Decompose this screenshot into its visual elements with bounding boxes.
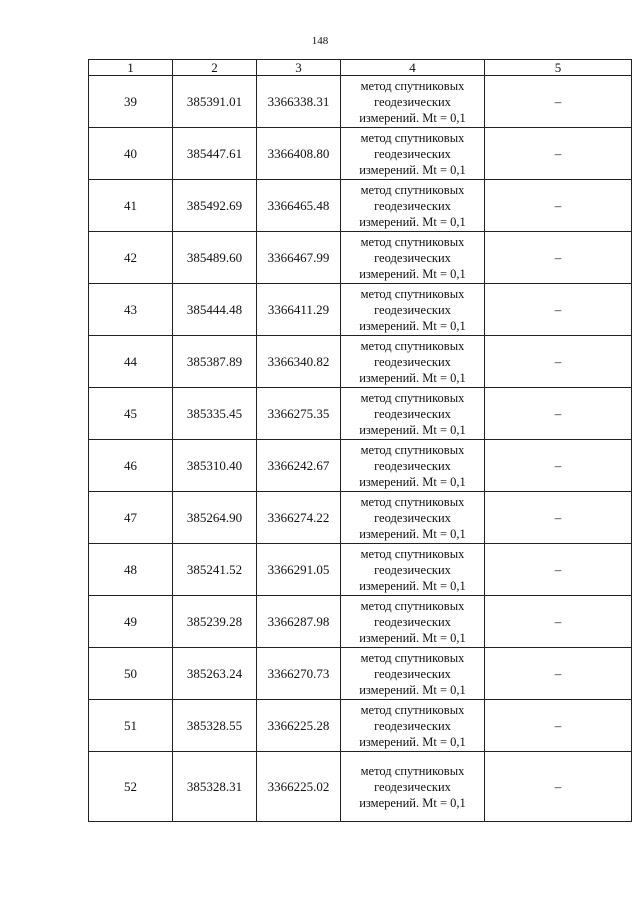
method-line: метод спутниковых [360, 702, 465, 717]
table-row [89, 180, 632, 232]
point-number-cell: 43 [89, 284, 173, 336]
header-row [89, 60, 632, 76]
x-coordinate-cell: 385328.31 [173, 752, 257, 822]
table-row [89, 336, 632, 388]
point-number-cell: 50 [89, 648, 173, 700]
table-row [89, 648, 632, 700]
x-coordinate-cell: 385391.01 [173, 76, 257, 128]
coordinates-table [88, 59, 632, 822]
y-coordinate-cell: 3366291.05 [257, 544, 341, 596]
method-line: метод спутниковых [360, 130, 465, 145]
point-number-cell: 41 [89, 180, 173, 232]
method-line: геодезических [374, 614, 451, 629]
method-line: метод спутниковых [360, 338, 465, 353]
y-coordinate-cell: 3366225.28 [257, 700, 341, 752]
point-number-cell: 52 [89, 752, 173, 822]
y-coordinate-cell: 3366408.80 [257, 128, 341, 180]
note-cell: – [485, 336, 632, 388]
method-cell [341, 700, 485, 752]
x-coordinate-cell: 385335.45 [173, 388, 257, 440]
method-line: измерений. Mt = 0,1 [359, 630, 466, 645]
y-coordinate-cell: 3366275.35 [257, 388, 341, 440]
method-line: геодезических [374, 562, 451, 577]
method-cell [341, 336, 485, 388]
y-coordinate-cell: 3366338.31 [257, 76, 341, 128]
method-line: метод спутниковых [360, 234, 465, 249]
method-cell [341, 128, 485, 180]
note-cell: – [485, 752, 632, 822]
method-line: измерений. Mt = 0,1 [359, 422, 466, 437]
x-coordinate-cell: 385328.55 [173, 700, 257, 752]
y-coordinate-cell: 3366242.67 [257, 440, 341, 492]
method-cell [341, 388, 485, 440]
point-number-cell: 47 [89, 492, 173, 544]
method-line: геодезических [374, 779, 451, 794]
note-cell: – [485, 388, 632, 440]
x-coordinate-cell: 385310.40 [173, 440, 257, 492]
x-coordinate-cell: 385263.24 [173, 648, 257, 700]
method-line: измерений. Mt = 0,1 [359, 526, 466, 541]
note-cell: – [485, 232, 632, 284]
method-line: геодезических [374, 146, 451, 161]
method-line: геодезических [374, 718, 451, 733]
note-cell: – [485, 180, 632, 232]
table-header [89, 60, 632, 76]
y-coordinate-cell: 3366340.82 [257, 336, 341, 388]
y-coordinate-cell: 3366225.02 [257, 752, 341, 822]
note-cell: – [485, 648, 632, 700]
point-number-cell: 49 [89, 596, 173, 648]
point-number-cell: 40 [89, 128, 173, 180]
table-row [89, 596, 632, 648]
method-cell [341, 440, 485, 492]
method-cell [341, 180, 485, 232]
method-line: геодезических [374, 302, 451, 317]
method-line: измерений. Mt = 0,1 [359, 266, 466, 281]
method-line: метод спутниковых [360, 598, 465, 613]
method-line: метод спутниковых [360, 650, 465, 665]
point-number-cell: 45 [89, 388, 173, 440]
note-cell: – [485, 76, 632, 128]
method-cell [341, 492, 485, 544]
note-cell: – [485, 440, 632, 492]
point-number-cell: 51 [89, 700, 173, 752]
method-line: измерений. Mt = 0,1 [359, 162, 466, 177]
method-line: геодезических [374, 458, 451, 473]
note-cell: – [485, 544, 632, 596]
table-body [89, 76, 632, 822]
table-row [89, 440, 632, 492]
method-line: измерений. Mt = 0,1 [359, 682, 466, 697]
table-row [89, 700, 632, 752]
y-coordinate-cell: 3366287.98 [257, 596, 341, 648]
method-cell [341, 544, 485, 596]
method-line: метод спутниковых [360, 78, 465, 93]
x-coordinate-cell: 385492.69 [173, 180, 257, 232]
note-cell: – [485, 284, 632, 336]
method-line: измерений. Mt = 0,1 [359, 578, 466, 593]
method-cell [341, 232, 485, 284]
point-number-cell: 39 [89, 76, 173, 128]
table-row [89, 232, 632, 284]
method-line: геодезических [374, 250, 451, 265]
method-line: метод спутниковых [360, 546, 465, 561]
y-coordinate-cell: 3366465.48 [257, 180, 341, 232]
table-row [89, 128, 632, 180]
note-cell: – [485, 700, 632, 752]
method-line: метод спутниковых [360, 286, 465, 301]
column-header-3: 3 [257, 60, 341, 76]
point-number-cell: 44 [89, 336, 173, 388]
method-line: измерений. Mt = 0,1 [359, 370, 466, 385]
method-line: метод спутниковых [360, 390, 465, 405]
method-line: геодезических [374, 510, 451, 525]
method-line: геодезических [374, 354, 451, 369]
method-line: метод спутниковых [360, 442, 465, 457]
method-line: геодезических [374, 406, 451, 421]
page-number: 148 [311, 35, 329, 47]
method-line: измерений. Mt = 0,1 [359, 318, 466, 333]
method-line: измерений. Mt = 0,1 [359, 474, 466, 489]
method-line: измерений. Mt = 0,1 [359, 734, 466, 749]
method-line: измерений. Mt = 0,1 [359, 110, 466, 125]
x-coordinate-cell: 385489.60 [173, 232, 257, 284]
note-cell: – [485, 128, 632, 180]
column-header-5: 5 [485, 60, 632, 76]
table-row [89, 388, 632, 440]
y-coordinate-cell: 3366411.29 [257, 284, 341, 336]
method-line: измерений. Mt = 0,1 [359, 795, 466, 810]
x-coordinate-cell: 385387.89 [173, 336, 257, 388]
x-coordinate-cell: 385264.90 [173, 492, 257, 544]
column-header-4: 4 [341, 60, 485, 76]
point-number-cell: 42 [89, 232, 173, 284]
method-cell [341, 76, 485, 128]
method-cell [341, 752, 485, 822]
method-line: измерений. Mt = 0,1 [359, 214, 466, 229]
method-line: геодезических [374, 666, 451, 681]
table-row [89, 752, 632, 822]
table-row [89, 284, 632, 336]
y-coordinate-cell: 3366467.99 [257, 232, 341, 284]
y-coordinate-cell: 3366274.22 [257, 492, 341, 544]
method-line: геодезических [374, 198, 451, 213]
x-coordinate-cell: 385444.48 [173, 284, 257, 336]
y-coordinate-cell: 3366270.73 [257, 648, 341, 700]
method-line: геодезических [374, 94, 451, 109]
method-cell [341, 648, 485, 700]
method-line: метод спутниковых [360, 182, 465, 197]
point-number-cell: 46 [89, 440, 173, 492]
method-line: метод спутниковых [360, 763, 465, 778]
table-row [89, 544, 632, 596]
x-coordinate-cell: 385239.28 [173, 596, 257, 648]
x-coordinate-cell: 385241.52 [173, 544, 257, 596]
method-cell [341, 596, 485, 648]
method-line: метод спутниковых [360, 494, 465, 509]
table-row [89, 76, 632, 128]
note-cell: – [485, 492, 632, 544]
point-number-cell: 48 [89, 544, 173, 596]
x-coordinate-cell: 385447.61 [173, 128, 257, 180]
note-cell: – [485, 596, 632, 648]
column-header-1: 1 [89, 60, 173, 76]
table-row [89, 492, 632, 544]
column-header-2: 2 [173, 60, 257, 76]
method-cell [341, 284, 485, 336]
